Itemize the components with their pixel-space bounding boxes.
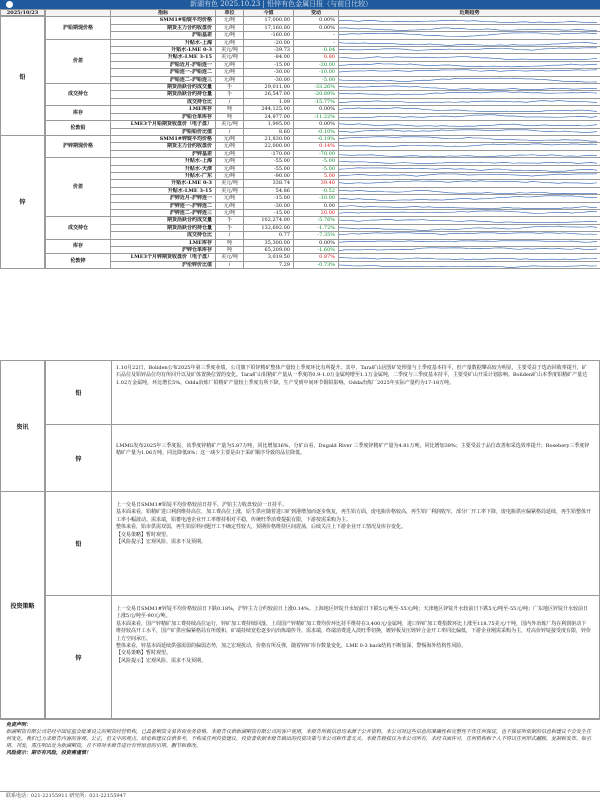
table-row (46, 254, 600, 261)
table-row (46, 106, 600, 113)
table-row (46, 32, 600, 39)
row-indicator: 期货主力合约收盘价 (111, 143, 216, 150)
row-unit: 元/吨 (216, 17, 244, 24)
row-value: -30.00 (244, 76, 294, 83)
sparkline-icon (339, 25, 597, 31)
row-change: -1.72% (294, 224, 339, 231)
row-unit: 元/吨 (216, 158, 244, 165)
trend-sparkline (339, 261, 600, 268)
sparkline-icon (339, 69, 597, 75)
row-indicator: 期货活跃合约持仓量 (111, 91, 216, 98)
row-change: 0.00% (294, 121, 339, 128)
table-row (46, 135, 600, 142)
row-value: 54.86 (244, 187, 294, 194)
trend-sparkline (339, 39, 600, 46)
row-unit: 美元/吨 (216, 54, 244, 61)
row-unit: 元/吨 (216, 209, 244, 216)
row-indicator: 沪伦锌价比值 (111, 261, 216, 268)
row-value: 21,830.00 (244, 135, 294, 142)
row-indicator: 沪铅近月-沪铅连一 (111, 61, 216, 68)
row-unit: / (216, 98, 244, 105)
strategy-zinc-text: 上一交易日SMM1#锌锭平均价格较前日下跌0.18%，沪锌主力合约较前日上涨0.14%。上海地区锌锭升水较前日下跌5元/吨至-55元/吨；天津地区锌锭升水较前日下跌5元/吨至-55元/吨；广东地区锌锭升水较前日上涨5元/吨至-90元/吨。 基本面来看，国产锌精矿加工费持续高位运行，锌矿加工费持续回落，上周国产锌精矿加工费均价环比持平维持在3,400元/金属吨，进口锌矿加工费指数环比上涨至118.75美元/干吨，国内外冶炼厂均在利润驱动下维持较高开工水平，国产矿供应偏紧格局有所缓和，矿端持续宽松逐步向冶炼端传导。需求端，终端消费进入淡旺季切换，镀锌板及压铸锌合金开工率同比偏低，下游企业刚需采购为主，对高价锌锭接受度有限，锌价上方空间承压。 整体来看，锌基本面延续供强需弱的偏弱态势，加之宏观扰动，价格有所反弹，随着锌矿库存数量变化，LME 0-3 back结构不断加深，警惕海外结构性风险。 【交易策略】暂时观望。 【风险提示】宏观风险、需求不及预期。 (116, 606, 592, 664)
row-unit: 元/吨 (216, 39, 244, 46)
row-unit: 手 (216, 84, 244, 91)
row-value: 7.29 (244, 261, 294, 268)
row-change: 0.00% (294, 106, 339, 113)
trend-sparkline (339, 24, 600, 31)
sparkline-icon (339, 114, 597, 120)
row-unit: 元/吨 (216, 202, 244, 209)
news-lead-label: 铅 (46, 361, 112, 424)
trend-sparkline (339, 121, 600, 128)
row-group-label: 沪锌期现价格 (46, 135, 111, 157)
row-indicator: 沪锌近月-沪锌连一 (111, 195, 216, 202)
row-value: -90.00 (244, 172, 294, 179)
table-row (46, 209, 600, 216)
row-unit: 美元/吨 (216, 180, 244, 187)
strategy-lead-block (45, 491, 600, 596)
trend-sparkline (339, 224, 600, 231)
row-value: -160.00 (244, 32, 294, 39)
sparkline-icon (339, 225, 597, 231)
row-change: -5.00 (294, 165, 339, 172)
row-value: -30.00 (244, 69, 294, 76)
table-row (46, 84, 600, 91)
row-value: 35,300.00 (244, 239, 294, 246)
row-indicator: 升贴水-天津 (111, 165, 216, 172)
row-indicator: 成交持仓比 (111, 98, 216, 105)
row-value: 65,209.00 (244, 247, 294, 254)
table-row (46, 143, 600, 150)
row-group-label: 成交持仓 (46, 217, 111, 239)
row-change: -0.19% (294, 135, 339, 142)
row-change: - (294, 39, 339, 46)
row-value: 29,011.00 (244, 84, 294, 91)
row-indicator: LME库存 (111, 239, 216, 246)
row-indicator: 升贴水-广东 (111, 172, 216, 179)
table-row (46, 128, 600, 135)
row-indicator: 沪锌仓单库存 (111, 247, 216, 254)
strategy-lead-text: 上一交易日SMM1#铅锭平均价格较前日持平，沪铅主力收盘较前一日持平。 基本面来看，铅精矿进口利润维持高位，加工费高位上涨，原生供应随着进口矿到港增加而逐步恢复，再生铅方面，废电瓶价格较高，再生铅厂利润收窄，部分厂开工率下降，废电瓶供应偏紧格局延续，再生铅整体开工率小幅波动。需求端，铅蓄电池企业开工率维持相对平稳，传统旺季消费提振有限，下游按需采购为主。 整体来看，铅市供需双弱，再生铅原料问题开工不确定性较大，预期价格维持区间震荡，后续关注上下游企业开工情况及库存变化。 【交易策略】暂时观望。 【风险提示】宏观风险、需求不及预期。 (116, 502, 592, 546)
sparkline-icon (339, 217, 597, 223)
row-group-label: 库存 (46, 239, 111, 254)
row-unit: 元/吨 (216, 69, 244, 76)
strategy-lead-label: 铅 (46, 492, 112, 595)
row-unit: 元/吨 (216, 143, 244, 150)
sparkline-icon (339, 158, 597, 164)
section-label-lead: 铅 (0, 16, 45, 135)
row-group-label: 库存 (46, 106, 111, 121)
table-row (46, 261, 600, 268)
trend-sparkline (339, 202, 600, 209)
sparkline-icon (339, 180, 597, 186)
table-row (46, 180, 600, 187)
news-lead-block (45, 360, 600, 425)
row-value: -55.00 (244, 165, 294, 172)
row-indicator: 成交持仓比 (111, 232, 216, 239)
row-change: 0.80 (294, 54, 339, 61)
row-indicator: 沪锌连一-沪锌连二 (111, 202, 216, 209)
news-zinc-label: 锌 (46, 425, 112, 491)
row-change: 0.00% (294, 24, 339, 31)
row-change: -33.26% (294, 84, 339, 91)
trend-sparkline (339, 32, 600, 39)
row-unit: 元/吨 (216, 195, 244, 202)
row-value: -15.00 (244, 61, 294, 68)
row-indicator: 沪铅连一-沪铅连二 (111, 69, 216, 76)
table-row (46, 24, 600, 31)
row-indicator: 沪锌连二-沪锌连三 (111, 209, 216, 216)
sparkline-icon (339, 210, 597, 216)
row-value: 24,977.00 (244, 113, 294, 120)
row-value: -55.00 (244, 158, 294, 165)
row-value: 0.77 (244, 232, 294, 239)
row-unit: 元/吨 (216, 165, 244, 172)
col-unit-header: 单位 (216, 10, 244, 17)
trend-sparkline (339, 128, 600, 135)
report-date: 2025/10/23 (0, 9, 45, 16)
row-indicator: 升贴水-LME 0-3 (111, 180, 216, 187)
row-value: 244,125.00 (244, 106, 294, 113)
sparkline-icon (339, 129, 597, 135)
row-value: 22,000.00 (244, 143, 294, 150)
company-logo-icon (6, 1, 13, 8)
table-header-row (46, 10, 600, 17)
row-change: 0.14% (294, 143, 339, 150)
row-unit: 美元/吨 (216, 47, 244, 54)
footer-contact: 联系电话：021-22155911 研究所：021-22155947 (0, 791, 600, 800)
header-banner (0, 0, 600, 9)
trend-sparkline (339, 217, 600, 224)
row-group-label: 价差 (46, 158, 111, 217)
trend-sparkline (339, 150, 600, 157)
sparkline-icon (339, 40, 597, 46)
row-value: -15.00 (244, 195, 294, 202)
row-unit: 元/吨 (216, 61, 244, 68)
row-change: -7.35% (294, 232, 339, 239)
row-group-label: 成交持仓 (46, 84, 111, 106)
table-row (46, 76, 600, 83)
table-row (46, 39, 600, 46)
trend-sparkline (339, 187, 600, 194)
row-indicator: LME3个月铅期货收盘价（电子盘） (111, 121, 216, 128)
sparkline-icon (339, 136, 597, 142)
row-unit: 元/吨 (216, 76, 244, 83)
row-indicator: 升贴水-LME 0-3 (111, 47, 216, 54)
row-change: -1.60% (294, 247, 339, 254)
table-row (46, 217, 600, 224)
sparkline-icon (339, 99, 597, 105)
trend-sparkline (339, 98, 600, 105)
row-indicator: 沪铅基差 (111, 32, 216, 39)
row-value: 1,995.00 (244, 121, 294, 128)
row-indicator: SMM1#铅锭平均价格 (111, 17, 216, 24)
trend-sparkline (339, 135, 600, 142)
row-change: -20.00 (294, 61, 339, 68)
sparkline-icon (339, 106, 597, 112)
sparkline-icon (339, 203, 597, 209)
trend-sparkline (339, 84, 600, 91)
row-group-label: 伦敦锌 (46, 254, 111, 269)
sparkline-icon (339, 121, 597, 127)
trend-sparkline (339, 209, 600, 216)
row-unit: 元/吨 (216, 24, 244, 31)
trend-sparkline (339, 17, 600, 24)
row-indicator: SMM1#锌锭平均价格 (111, 135, 216, 142)
col-indicator-header: 指标 (111, 10, 216, 17)
trend-sparkline (339, 54, 600, 61)
row-unit: 手 (216, 217, 244, 224)
row-indicator: 沪铅仓单库存 (111, 113, 216, 120)
news-lead-text: 1.10月22日，Boliden公布2025年第三季度业绩。公司旗下铅锌精矿整体产量较上季度环比有所提升。其中，Tara矿山因罢矿处理量与上季度基本持平，但产量数据攀高较为明显，主要受益于选冶回收率提升，矿石品位及铅锌品位均有所回升以及矿体置换位置的变化。Tara矿山铅精矿产量从一季度的0.9-1.0万金属吨增至1.1万金属吨，二季度与三季度基本持平，主要受矿山开采计划影响。Boliden矿山本季度铅精矿产量达1.02万金属吨，环比增长5%。Odda冶炼厂铅精矿产量较上季度有所下降，生产受到中间环节铜铅影响。Odda冶炼厂2025年实际产量约为17-18万吨。 (116, 365, 588, 386)
row-unit: / (216, 128, 244, 135)
row-indicator: 期货活跃合约成交量 (111, 84, 216, 91)
row-indicator: 沪锌基差 (111, 150, 216, 157)
row-value: 132,692.00 (244, 224, 294, 231)
sparkline-icon (339, 166, 597, 172)
row-indicator: 升贴水-上海 (111, 39, 216, 46)
trend-sparkline (339, 91, 600, 98)
col-value-header: 今值 (244, 10, 294, 17)
row-change: 20.00 (294, 209, 339, 216)
row-value: -30.00 (244, 202, 294, 209)
row-unit: 手 (216, 91, 244, 98)
trend-sparkline (339, 232, 600, 239)
trend-sparkline (339, 180, 600, 187)
table-row (46, 91, 600, 98)
row-unit: 美元/吨 (216, 187, 244, 194)
sparkline-icon (339, 17, 597, 23)
trend-sparkline (339, 106, 600, 113)
table-row (46, 121, 600, 128)
row-indicator: LME库存 (111, 106, 216, 113)
sparkline-icon (339, 173, 597, 179)
row-value: -39.73 (244, 47, 294, 54)
row-unit: 吨 (216, 106, 244, 113)
row-indicator: 升贴水-LME 3-15 (111, 54, 216, 61)
row-group-label: 价差 (46, 39, 111, 83)
sparkline-icon (339, 62, 597, 68)
table-row (46, 224, 600, 231)
row-change: -10.00 (294, 195, 339, 202)
row-change: -0.10% (294, 128, 339, 135)
trend-sparkline (339, 239, 600, 246)
row-change: -0.73% (294, 261, 339, 268)
sparkline-icon (339, 47, 597, 53)
row-unit: 手 (216, 224, 244, 231)
news-zinc-block (45, 424, 600, 492)
table-row (46, 247, 600, 254)
row-change: 0.00% (294, 239, 339, 246)
disclaimer-body: 新湖期货有限公司是经中国证监会批准设立的期货经营机构，已具备期货交易咨询业务资格。本报告仅供新湖期货有限公司的客户使用，本报告所载信息均来源于公开资料，本公司对这些信息的准确性和完整性不作任何保证，也不保证所依据的信息和建议不会发生任何变化。我们已力求报告内容的客观、公正，但文中的观点、结论和建议仅供参考，不构成任何投资建议，投资者依据本报告做出的投资决策与本公司和作者无关。本报告版权仅为本公司所有，未经书面许可，任何机构和个人不得以任何形式翻版、复制和发布。如引用、刊发，需注明出处为新湖期货，且不得对本报告进行有悖原意的引用、删节和修改。 (6, 729, 592, 749)
row-change: 0.00% (294, 17, 339, 24)
table-row (46, 17, 600, 24)
row-unit: / (216, 261, 244, 268)
row-change: -11.22% (294, 113, 339, 120)
row-value: -170.00 (244, 150, 294, 157)
sparkline-icon (339, 262, 597, 268)
row-change: -5.76% (294, 217, 339, 224)
sparkline-icon (339, 77, 597, 83)
sparkline-icon (339, 232, 597, 238)
row-change: -5.00 (294, 76, 339, 83)
table-row (46, 172, 600, 179)
row-unit: 吨 (216, 247, 244, 254)
sparkline-icon (339, 254, 597, 260)
row-indicator: 沪铅连二-沪铅连三 (111, 76, 216, 83)
sparkline-icon (339, 151, 597, 157)
row-change: -15.77% (294, 98, 339, 105)
market-data-table (45, 9, 600, 269)
row-indicator: 升贴水-上海 (111, 158, 216, 165)
row-group-label: 伦敦铅 (46, 121, 111, 136)
trend-sparkline (339, 61, 600, 68)
row-unit: 元/吨 (216, 172, 244, 179)
row-change: 39.40 (294, 180, 339, 187)
row-indicator: 期货主力合约收盘价 (111, 24, 216, 31)
disclaimer-title: 免责声明： (6, 722, 32, 728)
table-row (46, 98, 600, 105)
sparkline-icon (339, 188, 597, 194)
disclaimer (0, 719, 600, 791)
sparkline-icon (339, 54, 597, 60)
row-unit: 元/吨 (216, 135, 244, 142)
table-row (46, 239, 600, 246)
row-group-label: 沪铅期现价格 (46, 17, 111, 39)
row-change: -10.00 (294, 69, 339, 76)
news-section-label: 资讯 (0, 360, 45, 492)
row-value: 17,160.00 (244, 24, 294, 31)
news-zinc-text: LMMG发布2025年三季度报，该季度锌精矿产量为5.87万吨，同比增加36%，分矿山看，Dugald River 三季度锌精矿产量为4.81万吨，同比增加38%；主要受益于品位改善和采选效率提升；Rosebery三季度锌精矿产量为1.06万吨，同比降低8%；这一减少主要是由于采矿顺序导致的品位降低。 (116, 443, 590, 457)
row-value: 3,019.50 (244, 254, 294, 261)
trend-sparkline (339, 113, 600, 120)
strategy-section-label: 投资策略 (0, 491, 45, 719)
row-change: 5.00 (294, 172, 339, 179)
table-row (46, 158, 600, 165)
table-row (46, 202, 600, 209)
trend-sparkline (339, 254, 600, 261)
row-value: -20.00 (244, 39, 294, 46)
table-row (46, 165, 600, 172)
table-row (46, 54, 600, 61)
row-change: -0.04 (294, 47, 339, 54)
col-trend-header: 近期趋势 (339, 10, 600, 17)
row-value: 102,274.00 (244, 217, 294, 224)
sparkline-icon (339, 91, 597, 97)
trend-sparkline (339, 165, 600, 172)
sparkline-icon (339, 247, 597, 253)
row-value: 338.74 (244, 180, 294, 187)
row-indicator: 沪铅铅价比值 (111, 128, 216, 135)
row-unit: 吨 (216, 239, 244, 246)
sparkline-icon (339, 84, 597, 90)
table-row (46, 232, 600, 239)
row-indicator: 期货活跃合约持仓量 (111, 224, 216, 231)
row-change: 0.00 (294, 202, 339, 209)
trend-sparkline (339, 158, 600, 165)
table-row (46, 150, 600, 157)
row-value: 26,547.00 (244, 91, 294, 98)
row-change: - (294, 32, 339, 39)
table-row (46, 113, 600, 120)
row-change: -0.52 (294, 187, 339, 194)
row-value: 17,000.00 (244, 17, 294, 24)
trend-sparkline (339, 195, 600, 202)
row-indicator: 升贴水-LME 3-15 (111, 187, 216, 194)
sparkline-icon (339, 195, 597, 201)
row-unit: 美元/吨 (216, 121, 244, 128)
row-unit: / (216, 232, 244, 239)
risk-warning: 风险提示：期市有风险，投资需谨慎！ (6, 750, 92, 756)
sparkline-icon (339, 143, 597, 149)
strategy-zinc-block (45, 595, 600, 719)
trend-sparkline (339, 69, 600, 76)
row-value: 1.09 (244, 98, 294, 105)
sparkline-icon (339, 240, 597, 246)
row-value: 8.60 (244, 128, 294, 135)
table-row (46, 187, 600, 194)
trend-sparkline (339, 143, 600, 150)
table-row (46, 47, 600, 54)
row-change: 0.87% (294, 254, 339, 261)
row-indicator: LME3个月锌期货收盘价（电子盘） (111, 254, 216, 261)
table-row (46, 69, 600, 76)
banner-title: 新湖有色 2025.10.23 | 铅锌有色金属日报（与前日比较） (190, 0, 373, 8)
table-row (46, 61, 600, 68)
row-value: -15.00 (244, 209, 294, 216)
row-unit: 美元/吨 (216, 254, 244, 261)
row-indicator: 期货活跃合约成交量 (111, 217, 216, 224)
section-label-zinc: 锌 (0, 135, 45, 269)
table-row (46, 195, 600, 202)
row-value: -84.00 (244, 54, 294, 61)
trend-sparkline (339, 47, 600, 54)
row-unit: 元/吨 (216, 150, 244, 157)
trend-sparkline (339, 247, 600, 254)
trend-sparkline (339, 76, 600, 83)
row-unit: 元/吨 (216, 32, 244, 39)
row-change: -5.00 (294, 158, 339, 165)
row-change: -20.89% (294, 91, 339, 98)
sparkline-icon (339, 32, 597, 38)
strategy-zinc-label: 锌 (46, 596, 112, 718)
row-change: -70.00 (294, 150, 339, 157)
trend-sparkline (339, 172, 600, 179)
row-unit: 吨 (216, 113, 244, 120)
col-change-header: 变动 (294, 10, 339, 17)
